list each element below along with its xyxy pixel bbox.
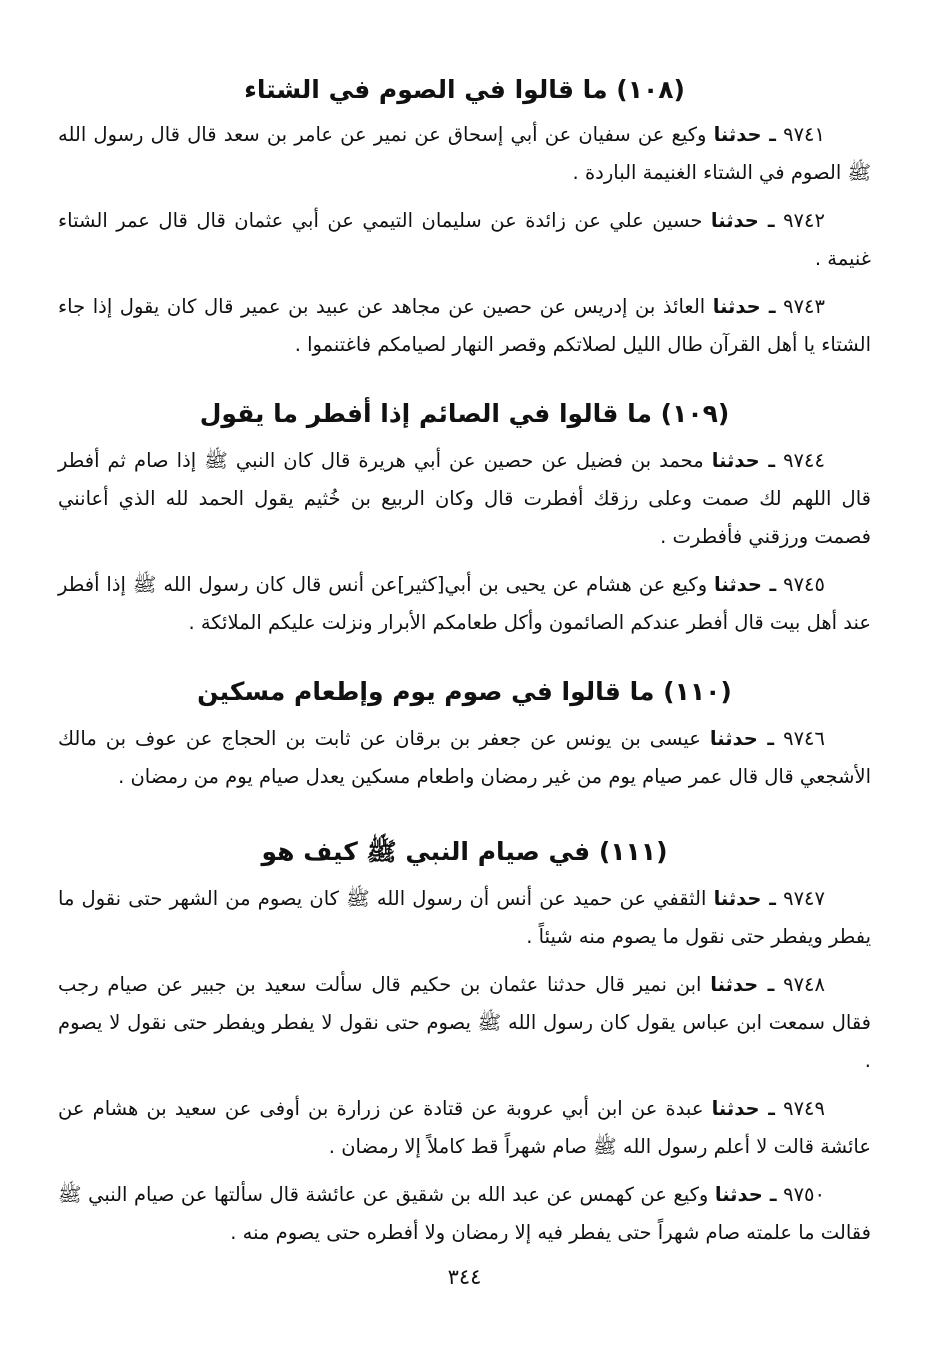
hadith-lead: ـ حدثنا xyxy=(710,973,775,996)
hadith-lead: ـ حدثنا xyxy=(712,295,776,318)
hadith-number: ٩٧٤٤ xyxy=(783,449,825,472)
hadith-text: وكيع عن هشام عن يحيى بن أبي[كثير]عن أنس قال كان رسول الله ﷺ إذا أفطر عند أهل بيت قال أفطر عندكم الصائمون وأكل طعامكم الأبرار ونزلت عليكم الملائكة . xyxy=(58,573,871,634)
hadith-number: ٩٧٤٥ xyxy=(783,573,825,596)
hadith-lead: ـ حدثنا xyxy=(713,887,776,910)
hadith-lead: ـ حدثنا xyxy=(713,123,776,146)
hadith-number: ٩٧٥٠ xyxy=(783,1183,825,1206)
hadith-paragraph xyxy=(58,566,871,642)
hadith-paragraph xyxy=(58,1176,871,1252)
section-heading-110: (١١٠) ما قالوا في صوم يوم وإطعام مسكين xyxy=(197,677,732,706)
hadith-text: الثقفي عن حميد عن أنس أن رسول الله ﷺ كان يصوم من الشهر حتى نقول ما يفطر ويفطر حتى نقول ما يصوم منه شيئاً . xyxy=(58,887,871,948)
hadith-text: وكيع عن سفيان عن أبي إسحاق عن نمير عن عامر بن سعد قال قال رسول الله ﷺ الصوم في الشتاء الغنيمة الباردة . xyxy=(58,123,871,184)
hadith-paragraph xyxy=(58,966,871,1080)
hadith-paragraph xyxy=(58,1090,871,1166)
hadith-text: عبدة عن ابن أبي عروبة عن قتادة عن زرارة بن أوفى عن سعيد بن هشام عن عائشة قالت لا أعلم رسول الله ﷺ صام شهراً قط كاملاً إلا رمضان . xyxy=(58,1097,871,1158)
hadith-number: ٩٧٤٣ xyxy=(783,295,825,318)
section-heading-108: (١٠٨) ما قالوا في الصوم في الشتاء xyxy=(244,75,685,104)
hadith-paragraph xyxy=(58,288,871,364)
hadith-paragraph xyxy=(58,116,871,192)
hadith-paragraph xyxy=(58,202,871,278)
hadith-text: عيسى بن يونس عن جعفر بن برقان عن ثابت بن الحجاج عن عوف بن مالك الأشجعي قال قال عمر صيام يوم من غير رمضان واطعام مسكين يعدل صيام يوم من رمضان . xyxy=(58,727,871,788)
hadith-lead: ـ حدثنا xyxy=(711,449,776,472)
hadith-lead: ـ حدثنا xyxy=(714,573,777,596)
hadith-paragraph xyxy=(58,720,871,796)
hadith-number: ٩٧٤١ xyxy=(783,123,825,146)
hadith-text: ابن نمير قال حدثنا عثمان بن حكيم قال سألت سعيد بن جبير عن صيام رجب فقال سمعت ابن عباس يقول كان رسول الله ﷺ يصوم حتى نقول لا يفطر ويفطر حتى نقول لا يصوم . xyxy=(58,973,871,1072)
hadith-number: ٩٧٤٢ xyxy=(783,209,825,232)
hadith-text: العائذ بن إدريس عن حصين عن مجاهد عن عبيد بن عمير قال كان يقول إذا جاء الشتاء يا أهل القرآن طال الليل لصلاتكم وقصر النهار لصيامكم فاغتنموا . xyxy=(58,295,871,356)
hadith-lead: ـ حدثنا xyxy=(709,727,775,750)
section-heading-109: (١٠٩) ما قالوا في الصائم إذا أفطر ما يقول xyxy=(199,399,730,428)
page-number: ٣٤٤ xyxy=(447,1265,482,1289)
hadith-lead: ـ حدثنا xyxy=(714,1183,777,1206)
hadith-number: ٩٧٤٧ xyxy=(783,887,825,910)
hadith-lead: ـ حدثنا xyxy=(710,209,775,232)
section-heading-111: (١١١) في صيام النبي ﷺ كيف هو xyxy=(261,837,668,866)
book-page xyxy=(58,70,871,1292)
hadith-text: حسين علي عن زائدة عن سليمان التيمي عن أبي عثمان قال قال عمر الشتاء غنيمة . xyxy=(58,209,871,270)
hadith-number: ٩٧٤٦ xyxy=(783,727,825,750)
hadith-number: ٩٧٤٨ xyxy=(783,973,825,996)
hadith-paragraph xyxy=(58,880,871,956)
hadith-lead: ـ حدثنا xyxy=(711,1097,775,1120)
hadith-number: ٩٧٤٩ xyxy=(783,1097,825,1120)
hadith-text: وكيع عن كهمس عن عبد الله بن شقيق عن عائشة قال سألتها عن صيام النبي ﷺ فقالت ما علمته صام شهراً حتى يفطر فيه إلا رمضان ولا أفطره حتى يصوم منه . xyxy=(58,1183,871,1244)
hadith-paragraph xyxy=(58,442,871,556)
hadith-text: محمد بن فضيل عن حصين عن أبي هريرة قال كان النبي ﷺ إذا صام ثم أفطر قال اللهم لك صمت وعلى رزقك أفطرت قال وكان الربيع بن خُثيم يقول الحمد لله الذي أعانني فصمت ورزقني فأفطرت . xyxy=(58,449,871,548)
